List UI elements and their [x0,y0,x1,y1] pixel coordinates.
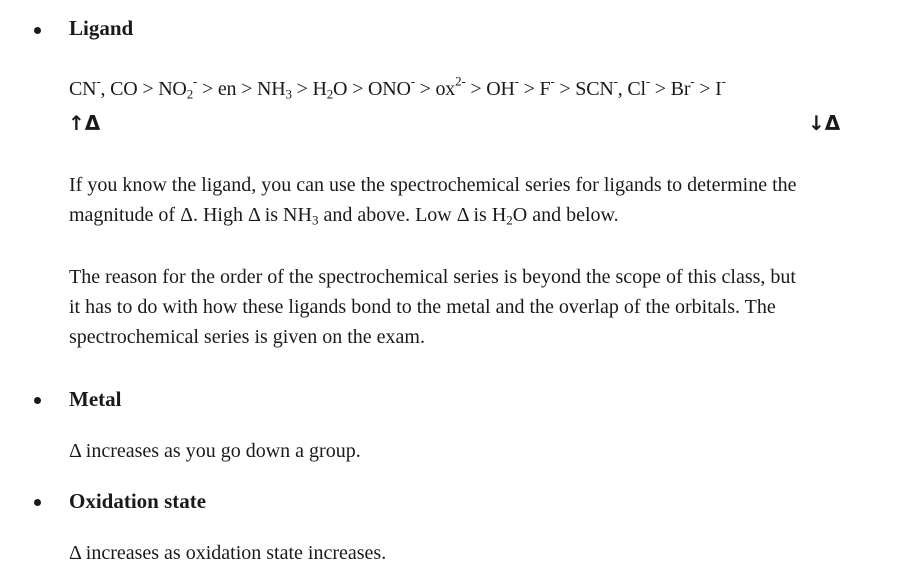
ligand-heading: Ligand [69,16,134,40]
series-text: > H [291,78,327,100]
bullet-icon [34,27,41,34]
metal-text: Δ increases as you go down a group. [69,440,361,462]
series-text: O > ONO [333,78,411,100]
paragraph-line: it has to do with how these ligands bond to the metal and the overlap of the orbitals. The [69,296,776,318]
oxidation-text: Δ increases as oxidation state increases. [69,542,387,564]
text-run: O and below. [512,204,619,226]
paragraph-line: spectrochemical series is given on the exam. [69,326,425,348]
superscript: - [96,73,101,89]
series-text: > ox [414,78,456,100]
superscript: - [514,73,519,89]
subscript: 2 [506,212,513,228]
series-text: , CO > NO [100,78,187,100]
low-delta-label: ↓Δ [808,111,841,135]
metal-heading: Metal [69,387,122,411]
ligand-paragraph-1 [69,170,797,230]
subscript: 3 [285,86,292,102]
paragraph-line: The reason for the order of the spectrochemical series is beyond the scope of this class, but [69,266,796,288]
series-text: > SCN [554,78,614,100]
bullet-icon [34,499,41,506]
series-text: , Cl [617,78,646,100]
high-delta-label: ↑Δ [68,111,101,135]
superscript: - [690,73,695,89]
series-text: > F [518,78,551,100]
oxidation-heading: Oxidation state [69,489,207,513]
series-text: > I [694,78,722,100]
text-run: magnitude of Δ. High Δ is NH [69,204,312,226]
spectrochemical-series [69,73,726,102]
subscript: 2 [186,86,193,102]
subscript: 2 [326,86,334,102]
bullet-icon [34,397,41,404]
series-text: > en > NH [197,78,286,100]
superscript: - [645,73,650,89]
series-text: > OH [465,78,515,100]
superscript: 2- [455,73,466,89]
superscript: - [613,73,618,89]
text-run: and above. Low Δ is H [318,204,507,226]
series-text: > Br [650,78,691,100]
paragraph-line [69,200,797,230]
superscript: - [550,73,555,89]
superscript: - [410,73,415,89]
subscript: 3 [311,212,319,228]
series-text: CN [69,78,97,100]
superscript: - [721,73,726,89]
paragraph-line: If you know the ligand, you can use the spectrochemical series for ligands to determine the [69,174,797,196]
superscript: - [193,73,198,89]
ligand-paragraph-2 [69,262,796,352]
